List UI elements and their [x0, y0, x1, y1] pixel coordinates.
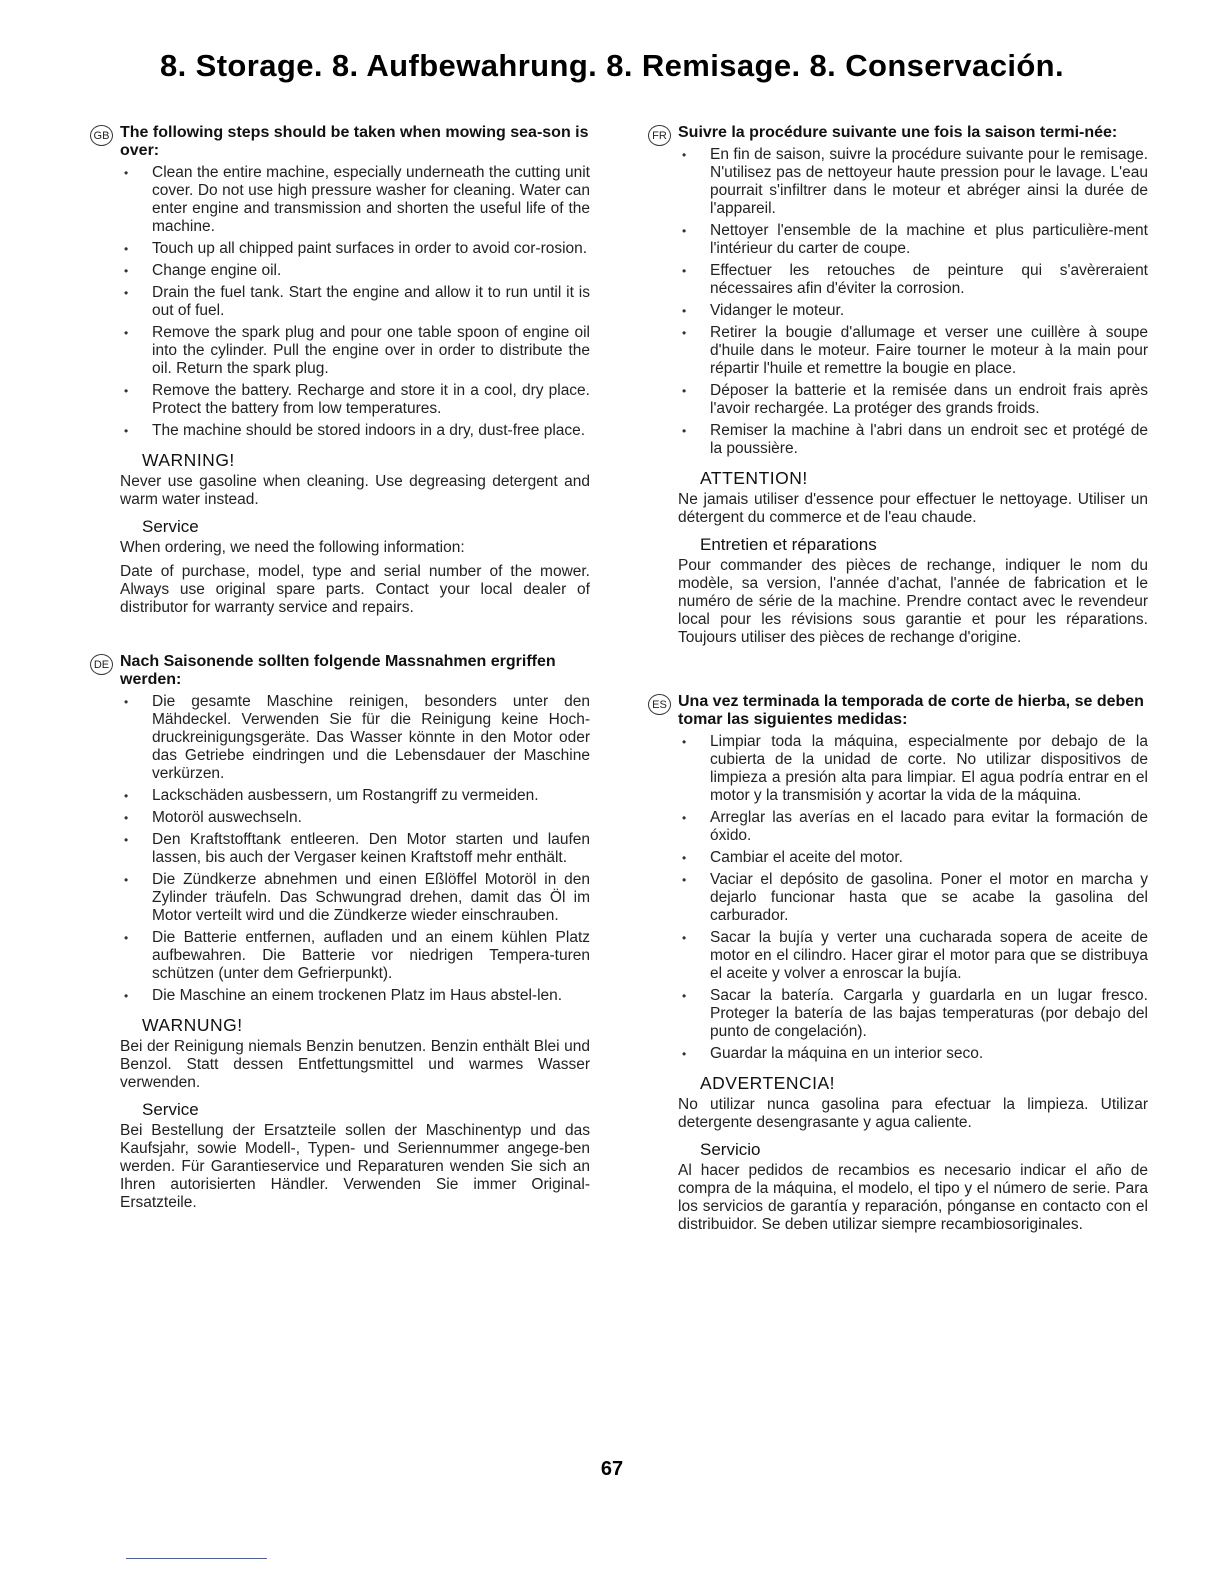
section-heading: The following steps should be taken when mowing sea-son is over:	[120, 124, 589, 159]
list-item: • Limpiar toda la máquina, especialmente por debajo de la cubierta de la unidad de corte. No utilizar dispositivos de limpieza a presión alta para limpiar. El agua podría entrar en el motor y la transmisión y acortar la vida de la máquina.	[710, 733, 1148, 805]
list-item: • Sacar la batería. Cargarla y guardarla en un lugar fresco. Proteger la batería de las bajas temperaturas (por debajo del punto de congelación).	[710, 987, 1148, 1041]
language-badge-es: ES	[648, 694, 671, 715]
list-item: • Guardar la máquina en un interior seco.	[710, 1045, 1148, 1063]
section-german	[93, 653, 590, 1212]
list-item: • Nettoyer l'ensemble de la machine et plus particulière-ment l'intérieur du carter de coupe.	[710, 222, 1148, 258]
warning-heading: ADVERTENCIA!	[700, 1073, 836, 1093]
service-text: Al hacer pedidos de recambios es necesario indicar el año de compra de la máquina, el modelo, el tipo y el número de serie. Para los servicios de garantía y reparación, pónganse en contacto con el distribuidor. Se deben utilizar siempre recambiosoriginales.	[678, 1162, 1148, 1233]
list-item: • Effectuer les retouches de peinture qui s'avèreraient nécessaires afin d'éviter la corrosion.	[710, 262, 1148, 298]
steps-list	[670, 146, 1148, 458]
service-heading: Servicio	[700, 1140, 761, 1159]
warning-text: Bei der Reinigung niemals Benzin benutzen. Benzin enthält Blei und Benzol. Statt dessen Entfettungsmittel und warmes Wasser verwenden.	[120, 1038, 590, 1091]
footer-rule	[126, 1558, 267, 1559]
language-badge-de: DE	[90, 654, 113, 675]
list-item: • Clean the entire machine, especially underneath the cutting unit cover. Do not use high pressure washer for cleaning. Water can enter engine and transmission and shorten the useful life of the machine.	[152, 164, 590, 236]
warning-text: No utilizar nunca gasolina para efectuar la limpieza. Utilizar detergente desengrasante y agua caliente.	[678, 1096, 1148, 1131]
language-badge-gb: GB	[90, 125, 113, 146]
page-number: 67	[600, 1458, 624, 1480]
list-item: • Die gesamte Maschine reinigen, besonders unter den Mähdeckel. Verwenden Sie für die Reinigung keine Hoch-druckreinigungsgeräte. Das Wasser könnte in den Motor oder das Getriebe eindringen und die Lebensdauer der Maschine verkürzen.	[152, 693, 590, 783]
warning-text: Never use gasoline when cleaning. Use degreasing detergent and warm water instead.	[120, 473, 590, 508]
service-text: Pour commander des pièces de rechange, indiquer le nom du modèle, sa version, l'année d'achat, l'année de fabrication et le numéro de série de la machine. Prendre contact avec le revendeur local pour les révisions sous garantie et pour les réparations. Toujours utiliser des pièces de rechange d'origine.	[678, 557, 1148, 646]
list-item: • Déposer la batterie et la remisée dans un endroit frais après l'avoir rechargée. La protéger des grands froids.	[710, 382, 1148, 418]
list-item: • The machine should be stored indoors in a dry, dust-free place.	[152, 422, 590, 440]
list-item: • En fin de saison, suivre la procédure suivante pour le remisage. N'utilisez pas de nettoyeur haute pression pour le lavage. L'eau pourrait s'infiltrer dans le moteur et abréger ainsi la durée de l'appareil.	[710, 146, 1148, 218]
warning-text: Ne jamais utiliser d'essence pour effectuer le nettoyage. Utiliser un détergent du commerce et de l'eau chaude.	[678, 491, 1148, 526]
list-item: • Cambiar el aceite del motor.	[710, 849, 1148, 867]
list-item: • Die Maschine an einem trockenen Platz im Haus abstel-len.	[152, 987, 590, 1005]
section-heading: Una vez terminada la temporada de corte de hierba, se deben tomar las siguientes medidas:	[678, 693, 1144, 728]
service-text: Date of purchase, model, type and serial number of the mower. Always use original spare parts. Contact your local dealer of distributor for warranty service and repairs.	[120, 563, 590, 616]
section-heading: Nach Saisonende sollten folgende Massnahmen ergriffen werden:	[120, 653, 556, 688]
list-item: • Remiser la machine à l'abri dans un endroit sec et protégé de la poussière.	[710, 422, 1148, 458]
page-title: 8. Storage. 8. Aufbewahrung. 8. Remisage. 8. Conservación.	[159, 48, 1065, 83]
list-item: • Sacar la bujía y verter una cucharada sopera de aceite de motor en el cilindro. Hacer girar el motor para que se distribuya el aceite y volver a enroscar la bujía.	[710, 929, 1148, 983]
list-item: • Arreglar las averías en el lacado para evitar la formación de óxido.	[710, 809, 1148, 845]
language-badge-fr: FR	[648, 125, 671, 146]
list-item: • Die Zündkerze abnehmen und einen Eßlöffel Motoröl in den Zylinder träufeln. Das Schwungrad drehen, damit das Öl im Motor verteilt wird und die Zündkerze wieder einschrauben.	[152, 871, 590, 925]
left-column	[93, 124, 590, 1218]
service-text: Bei Bestellung der Ersatzteile sollen der Maschinentyp und das Kaufsjahr, sowie Modell-, Typen- und Seriennummer angege-ben werden. Für Garantieservice und Reparaturen wenden Sie sich an Ihren autorisierten Händler. Verwenden Sie immer Original-Ersatzteile.	[120, 1122, 590, 1211]
list-item: • Drain the fuel tank. Start the engine and allow it to run until it is out of fuel.	[152, 284, 590, 320]
list-item: • Vidanger le moteur.	[710, 302, 1148, 320]
list-item: • Vaciar el depósito de gasolina. Poner el motor en marcha y dejarlo funcionar hasta que se acabe la gasolina del carburador.	[710, 871, 1148, 925]
section-gap	[670, 653, 1148, 693]
list-item: • Touch up all chipped paint surfaces in order to avoid cor-rosion.	[152, 240, 590, 258]
steps-list	[670, 733, 1148, 1063]
list-item: • Change engine oil.	[152, 262, 590, 280]
service-heading: Entretien et réparations	[700, 535, 877, 554]
list-item: • Die Batterie entfernen, aufladen und an einem kühlen Platz aufbewahren. Die Batterie vor niedrigen Tempera-turen schützen (unter dem Gefrierpunkt).	[152, 929, 590, 983]
service-text: When ordering, we need the following information:	[120, 539, 465, 556]
list-item: • Lackschäden ausbessern, um Rostangriff zu vermeiden.	[152, 787, 590, 805]
service-heading: Service	[142, 1100, 199, 1119]
list-item: • Remove the battery. Recharge and store it in a cool, dry place. Protect the battery from low temperatures.	[152, 382, 590, 418]
section-english	[93, 124, 590, 617]
list-item: • Den Kraftstofftank entleeren. Den Motor starten und laufen lassen, bis auch der Vergaser keinen Kraftstoff mehr enthält.	[152, 831, 590, 867]
list-item: • Retirer la bougie d'allumage et verser une cuillère à soupe d'huile dans le moteur. Faire tourner le moteur à la main pour répartir l'huile et remettre la bougie en place.	[710, 324, 1148, 378]
section-spanish	[652, 693, 1148, 1234]
section-gap	[112, 623, 590, 653]
warning-heading: WARNING!	[142, 450, 235, 470]
section-french	[652, 124, 1148, 647]
list-item: • Motoröl auswechseln.	[152, 809, 590, 827]
warning-heading: WARNUNG!	[142, 1015, 243, 1035]
section-heading: Suivre la procédure suivante une fois la saison termi-née:	[678, 124, 1118, 141]
list-item: • Remove the spark plug and pour one table spoon of engine oil into the cylinder. Pull the engine over in order to distribute the oil. Return the spark plug.	[152, 324, 590, 378]
right-column	[652, 124, 1148, 1240]
service-heading: Service	[142, 517, 199, 536]
steps-list	[112, 693, 590, 1005]
steps-list	[112, 164, 590, 440]
warning-heading: ATTENTION!	[700, 468, 808, 488]
